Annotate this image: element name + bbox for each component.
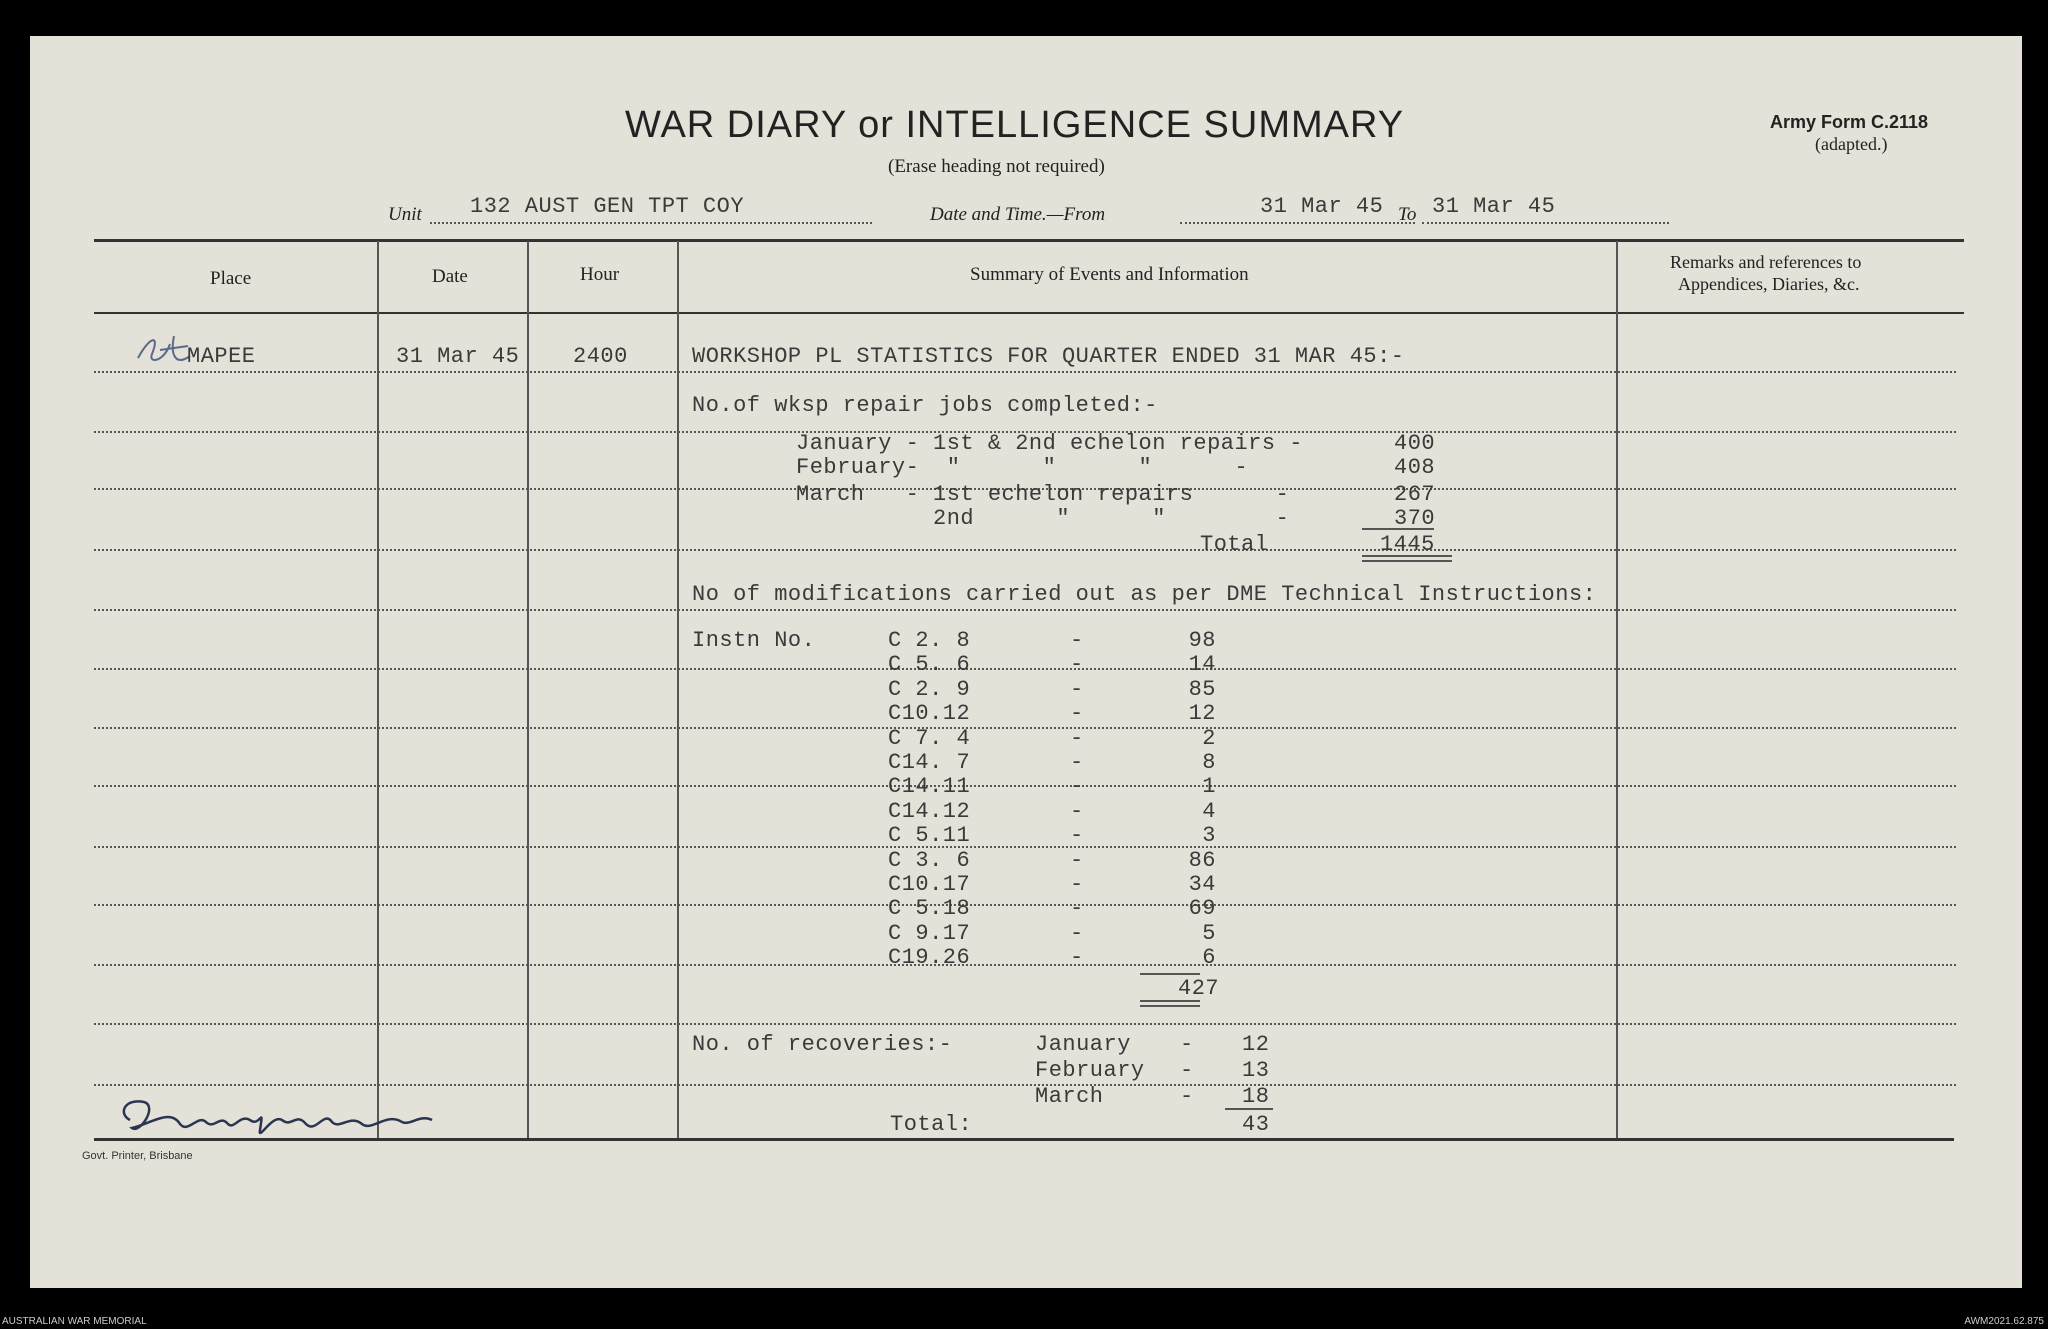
recoveries-month: January: [1035, 1032, 1131, 1057]
modifications-intro: No of modifications carried out as per DME Technical Instructions:: [692, 582, 1597, 607]
modification-value: 14: [1188, 652, 1216, 677]
modification-value: 8: [1202, 750, 1216, 775]
modification-code: C14. 7: [888, 750, 971, 775]
repairs-value: 400: [1394, 431, 1436, 456]
row-ruling: [94, 1023, 1956, 1025]
modification-dash: -: [1070, 726, 1084, 751]
column-divider-summary: [1616, 241, 1618, 1138]
modification-dash: -: [1070, 921, 1084, 946]
modification-dash: -: [1070, 774, 1084, 799]
row-ruling: [94, 668, 1956, 670]
repairs-total-value: 1445: [1380, 532, 1435, 557]
form-title: WAR DIARY or INTELLIGENCE SUMMARY: [625, 104, 1405, 146]
row-ruling: [94, 549, 1956, 551]
modification-dash: -: [1070, 823, 1084, 848]
recoveries-label: No. of recoveries:-: [692, 1032, 953, 1057]
column-divider-place: [377, 241, 379, 1138]
signature-icon: [110, 1084, 450, 1154]
date-to-value: 31 Mar 45: [1432, 194, 1556, 219]
modifications-total: 427: [1178, 976, 1220, 1001]
printer-imprint: Govt. Printer, Brisbane: [82, 1150, 193, 1162]
repairs-sum-rule: [1362, 528, 1434, 530]
modification-value: 4: [1202, 799, 1216, 824]
modification-value: 6: [1202, 945, 1216, 970]
recoveries-dash: -: [1180, 1084, 1194, 1109]
modification-dash: -: [1070, 652, 1084, 677]
row-ruling: [94, 727, 1956, 729]
column-header-remarks-line1: Remarks and references to: [1670, 252, 1862, 272]
date-to-label: To: [1398, 204, 1417, 225]
modifications-total-double-rule: [1140, 1000, 1200, 1002]
table-top-rule: [94, 239, 1964, 242]
recoveries-sum-rule: [1225, 1108, 1273, 1110]
modification-code: C14.12: [888, 799, 971, 824]
column-header-hour: Hour: [580, 264, 620, 285]
modification-value: 69: [1188, 896, 1216, 921]
modification-code: C10.17: [888, 872, 971, 897]
recoveries-value: 12: [1242, 1032, 1270, 1057]
footer-left-caption: AUSTRALIAN WAR MEMORIAL: [2, 1316, 147, 1327]
date-from-dotted-line: [1180, 222, 1415, 224]
column-divider-hour: [677, 241, 679, 1138]
modification-dash: -: [1070, 628, 1084, 653]
entry-heading: WORKSHOP PL STATISTICS FOR QUARTER ENDED 31 MAR 45:-: [692, 344, 1405, 369]
repairs-line: January - 1st & 2nd echelon repairs -: [796, 431, 1303, 456]
row-ruling: [94, 609, 1956, 611]
recoveries-value: 13: [1242, 1058, 1270, 1083]
modification-dash: -: [1070, 701, 1084, 726]
row-ruling: [94, 785, 1956, 787]
row-ruling: [94, 964, 1956, 966]
form-number: Army Form C.2118: [1770, 112, 1929, 132]
column-header-remarks-line2: Appendices, Diaries, &c.: [1678, 274, 1860, 294]
modification-value: 12: [1188, 701, 1216, 726]
modifications-sum-rule: [1140, 973, 1200, 975]
date-from-label: Date and Time.—From: [930, 204, 1106, 225]
modification-dash: -: [1070, 848, 1084, 873]
modification-value: 1: [1202, 774, 1216, 799]
form-adapted-note: (adapted.): [1815, 134, 1888, 154]
modification-value: 98: [1188, 628, 1216, 653]
modification-code: C 2. 9: [888, 677, 971, 702]
recoveries-value: 18: [1242, 1084, 1270, 1109]
column-header-place: Place: [210, 268, 252, 289]
modification-dash: -: [1070, 799, 1084, 824]
modification-code: C19.26: [888, 945, 971, 970]
repairs-value: 370: [1394, 506, 1436, 531]
repairs-total-double-rule: [1362, 560, 1452, 562]
table-header-rule: [94, 312, 1964, 314]
entry-date: 31 Mar 45: [396, 344, 520, 369]
recoveries-month: February: [1035, 1058, 1145, 1083]
repairs-intro: No.of wksp repair jobs completed:-: [692, 393, 1158, 418]
repairs-total-label: Total: [1200, 532, 1269, 557]
modification-value: 3: [1202, 823, 1216, 848]
diary-sheet: [30, 36, 2022, 1288]
row-ruling: [94, 371, 1956, 373]
modification-dash: -: [1070, 945, 1084, 970]
unit-label: Unit: [388, 204, 422, 225]
modification-code: C 5.18: [888, 896, 971, 921]
entry-hour: 2400: [573, 344, 628, 369]
column-divider-date: [527, 241, 529, 1138]
repairs-line: 2nd " " -: [796, 506, 1290, 531]
modification-value: 34: [1188, 872, 1216, 897]
modification-code: C 5.11: [888, 823, 971, 848]
modifications-prefix: Instn No.: [692, 628, 816, 653]
modification-value: 85: [1188, 677, 1216, 702]
column-header-summary: Summary of Events and Information: [970, 264, 1249, 285]
modification-code: C 9.17: [888, 921, 971, 946]
repairs-line: February- " " " -: [796, 455, 1249, 480]
row-ruling: [94, 846, 1956, 848]
recoveries-dash: -: [1180, 1058, 1194, 1083]
recoveries-month: March: [1035, 1084, 1104, 1109]
unit-dotted-line: [430, 222, 872, 224]
entry-place: MAPEE: [187, 344, 256, 369]
modification-code: C 7. 4: [888, 726, 971, 751]
row-ruling: [94, 904, 1956, 906]
modification-value: 5: [1202, 921, 1216, 946]
modification-code: C14.11: [888, 774, 971, 799]
modification-dash: -: [1070, 677, 1084, 702]
footer-right-caption: AWM2021.62.875: [1964, 1316, 2044, 1327]
modification-code: C 3. 6: [888, 848, 971, 873]
recoveries-total-label: Total:: [890, 1112, 973, 1137]
date-to-dotted-line: [1422, 222, 1669, 224]
modification-code: C 2. 8: [888, 628, 971, 653]
repairs-line: March - 1st echelon repairs -: [796, 482, 1290, 507]
form-subtitle: (Erase heading not required): [888, 156, 1105, 177]
recoveries-dash: -: [1180, 1032, 1194, 1057]
modification-code: C 5. 6: [888, 652, 971, 677]
unit-value: 132 AUST GEN TPT COY: [470, 194, 745, 219]
modification-value: 2: [1202, 726, 1216, 751]
date-from-value: 31 Mar 45: [1260, 194, 1384, 219]
repairs-total-double-rule: [1362, 555, 1452, 557]
modification-code: C10.12: [888, 701, 971, 726]
modification-value: 86: [1188, 848, 1216, 873]
modifications-total-double-rule: [1140, 1005, 1200, 1007]
modification-dash: -: [1070, 896, 1084, 921]
repairs-value: 267: [1394, 482, 1436, 507]
repairs-value: 408: [1394, 455, 1436, 480]
modification-dash: -: [1070, 750, 1084, 775]
column-header-date: Date: [432, 266, 468, 287]
recoveries-total-value: 43: [1242, 1112, 1270, 1137]
modification-dash: -: [1070, 872, 1084, 897]
